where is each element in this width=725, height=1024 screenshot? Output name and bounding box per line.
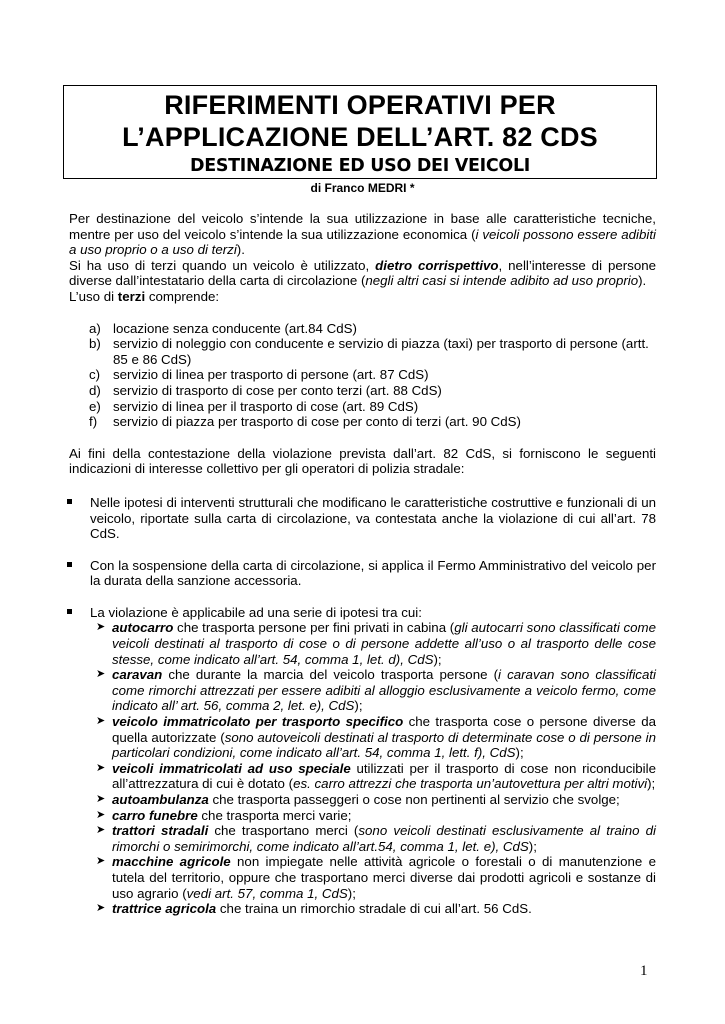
- list-item: [69, 399, 656, 415]
- item-note: es. carro attrezzi che trasporta un’autovettura per altri motivi: [293, 776, 648, 792]
- item-end: );: [347, 885, 356, 901]
- ai-fini-paragraph: Ai fini della contestazione della violazione prevista dall’art. 82 CdS, si forniscono le seguenti indicazioni di interesse collettivo per gli operatori di polizia stradale:: [69, 445, 656, 477]
- item-note: gli autocarri sono classificati come veicoli destinati al trasporto di cose o di persone addette all’uso o al trasporto delle cose stesse, come indicato all’art. 54, comma 1, let. d), CdS: [112, 620, 656, 667]
- bullet-text: Con la sospensione della carta di circolazione, si applica il Fermo Amministrativo del veicolo per la durata della sanzione accessoria.: [90, 557, 656, 589]
- list-item: [69, 336, 656, 367]
- intro-p2-end: ).: [638, 273, 647, 289]
- list-item: [90, 808, 656, 824]
- intro-paragraph-2: [69, 258, 656, 289]
- item-text: che trasportano merci (: [208, 823, 359, 839]
- ipotesi-list: [90, 620, 656, 916]
- item-text: non impiegate nelle attività agricole o forestali o di manutenzione e tutela del territorio, oppure che trasportano merci diverse dai prodotti agricoli e sostanze di uso agrario (: [112, 854, 656, 901]
- list-item-text: locazione senza conducente (art.84 CdS): [113, 320, 357, 336]
- intro-p2-text: Si ha uso di terzi quando un veicolo è utilizzato,: [69, 257, 376, 273]
- item-end: );: [647, 776, 656, 792]
- item-note: i caravan sono classificati come rimorchi attrezzati per essere adibiti al alloggio esclusivamente a veicolo fermo, come indicato all’ art. 56, comma 2, let. e), CdS: [112, 667, 657, 714]
- arrow-bullet-icon: ➤: [96, 793, 106, 805]
- intro-paragraph-3: [69, 289, 656, 305]
- intro-p2-text-2: , nell’interesse di persone diverse dall’intestatario della carta di circolazione (: [69, 257, 656, 289]
- item-text: che traina un rimorchio stradale di cui all’art. 56 CdS.: [216, 901, 532, 917]
- list-item: [90, 714, 656, 761]
- item-end: );: [354, 698, 363, 714]
- intro-p2-bold: dietro corrispettivo: [375, 257, 499, 273]
- list-item-text: servizio di linea per il trasporto di cose (art. 89 CdS): [113, 398, 419, 414]
- item-term: carro funebre: [112, 807, 198, 823]
- item-note: sono autoveicoli destinati al trasporto di determinate cose o di persone in particolari condizioni, come indicato all’art. 54, comma 1, lett. f), CdS: [112, 729, 656, 761]
- list-marker: b): [89, 336, 101, 352]
- item-end: );: [433, 651, 442, 667]
- square-bullet-icon: [67, 562, 72, 567]
- list-item: [69, 414, 656, 430]
- intro-p3-bold: terzi: [117, 288, 146, 304]
- square-bullet-icon: [67, 609, 72, 614]
- item-term: trattrice agricola: [112, 901, 217, 917]
- document-body: [69, 211, 656, 917]
- list-item: [90, 620, 656, 667]
- arrow-bullet-icon: ➤: [96, 808, 106, 821]
- item-term: veicolo immatricolato per trasporto specifico: [112, 714, 404, 730]
- item-text: che trasporta merci varie;: [197, 807, 352, 823]
- square-bullet-icon: [67, 499, 72, 504]
- item-note: sono veicoli destinati esclusivamente al traino di rimorchi o semirimorchi, come indicato all’art.54, comma 1, let. e), CdS: [112, 823, 656, 854]
- list-marker: f): [89, 414, 98, 430]
- spacer: [69, 305, 656, 321]
- item-term: caravan: [112, 667, 163, 683]
- list-item-text: servizio di linea per trasporto di persone (art. 87 CdS): [113, 367, 429, 383]
- subtitle: DESTINAZIONE ED USO DEI VEICOLI: [189, 156, 531, 176]
- intro-p1-text: Per destinazione del veicolo s’intende la sua utilizzazione in base alle caratteristiche tecniche, mentre per uso del veicolo s’intende la sua utilizzazione economica (: [69, 211, 656, 242]
- item-term: autocarro: [112, 620, 174, 636]
- title-line-1: RIFERIMENTI OPERATIVI PER: [164, 90, 556, 120]
- spacer: [69, 430, 656, 446]
- bullet-item-2: [69, 558, 656, 589]
- arrow-bullet-icon: ➤: [96, 621, 106, 634]
- intro-p1-italic: i veicoli possono essere adibiti a uso proprio o a uso di terzi: [69, 226, 657, 258]
- arrow-bullet-icon: ➤: [96, 824, 106, 837]
- list-item-text: servizio di noleggio con conducente e servizio di piazza (taxi) per trasporto di persone (artt. 85 e 86 CdS): [113, 336, 649, 367]
- arrow-bullet-icon: ➤: [96, 761, 106, 774]
- arrow-bullet-icon: ➤: [96, 668, 106, 681]
- list-item: [90, 792, 656, 808]
- list-item: [90, 761, 656, 792]
- bullet-text: Nelle ipotesi di interventi strutturali che modificano le caratteristiche costruttive e funzionali di un veicolo, riportate sulla carta di circolazione, va contestata anche la violazione di cui all’art. 78 CdS.: [90, 494, 656, 542]
- intro-paragraph-1: [69, 211, 656, 258]
- spacer: [69, 542, 656, 558]
- list-item: [69, 383, 656, 399]
- list-marker: a): [89, 320, 101, 336]
- item-text: che trasporta passeggeri o cose non pertinenti al servizio che svolge;: [208, 792, 620, 807]
- item-term: macchine agricole: [112, 854, 231, 870]
- item-note: vedi art. 57, comma 1, CdS: [186, 885, 348, 901]
- bullet-text: La violazione è applicabile ad una serie di ipotesi tra cui:: [90, 604, 422, 620]
- terzi-list: [69, 321, 656, 430]
- item-term: veicoli immatricolati ad uso speciale: [112, 760, 351, 776]
- list-item: [90, 901, 656, 917]
- list-item: [69, 367, 656, 383]
- list-item: [69, 321, 656, 337]
- intro-p3-end: comprende:: [145, 288, 220, 304]
- page-number: 1: [640, 963, 648, 979]
- intro-p2-italic: negli altri casi si intende adibito ad uso proprio: [365, 273, 639, 289]
- arrow-bullet-icon: ➤: [96, 855, 106, 868]
- spacer: [69, 477, 656, 495]
- title-line-2: L’APPLICAZIONE DELL’ART. 82 CDS: [122, 122, 598, 152]
- item-text: che trasporta persone per fini privati in cabina (: [173, 620, 455, 636]
- list-item: [90, 823, 656, 854]
- item-end: );: [528, 838, 537, 854]
- author-line: di Franco MEDRI *: [310, 181, 415, 195]
- bullet-item-1: [69, 495, 656, 542]
- item-end: );: [515, 745, 524, 761]
- intro-p3-text: L’uso di: [69, 288, 118, 304]
- list-marker: e): [89, 398, 101, 414]
- arrow-bullet-icon: ➤: [96, 902, 106, 915]
- list-marker: d): [89, 382, 101, 398]
- item-term: trattori stradali: [112, 823, 209, 839]
- list-item: [90, 667, 656, 714]
- list-marker: c): [89, 367, 101, 383]
- bullet-list: [69, 495, 656, 917]
- list-item-text: servizio di trasporto di cose per conto terzi (art. 88 CdS): [113, 382, 442, 398]
- intro-p1-end: ).: [236, 242, 245, 258]
- arrow-bullet-icon: ➤: [96, 715, 106, 728]
- item-text: che trasporta cose o persone diverse da quella autorizzate (: [112, 714, 656, 745]
- title-box: [63, 85, 657, 179]
- item-term: autoambulanza: [112, 792, 209, 807]
- item-text: utilizzati per il trasporto di cose non riconducibile all’attrezzatura di cui è dotato (: [112, 760, 656, 792]
- list-item: [90, 854, 656, 901]
- item-text: che durante la marcia del veicolo trasporta persone (: [162, 667, 499, 683]
- spacer: [69, 589, 656, 605]
- list-item-text: servizio di piazza per trasporto di cose per conto di terzi (art. 90 CdS): [113, 414, 521, 430]
- bullet-item-3: [69, 605, 656, 917]
